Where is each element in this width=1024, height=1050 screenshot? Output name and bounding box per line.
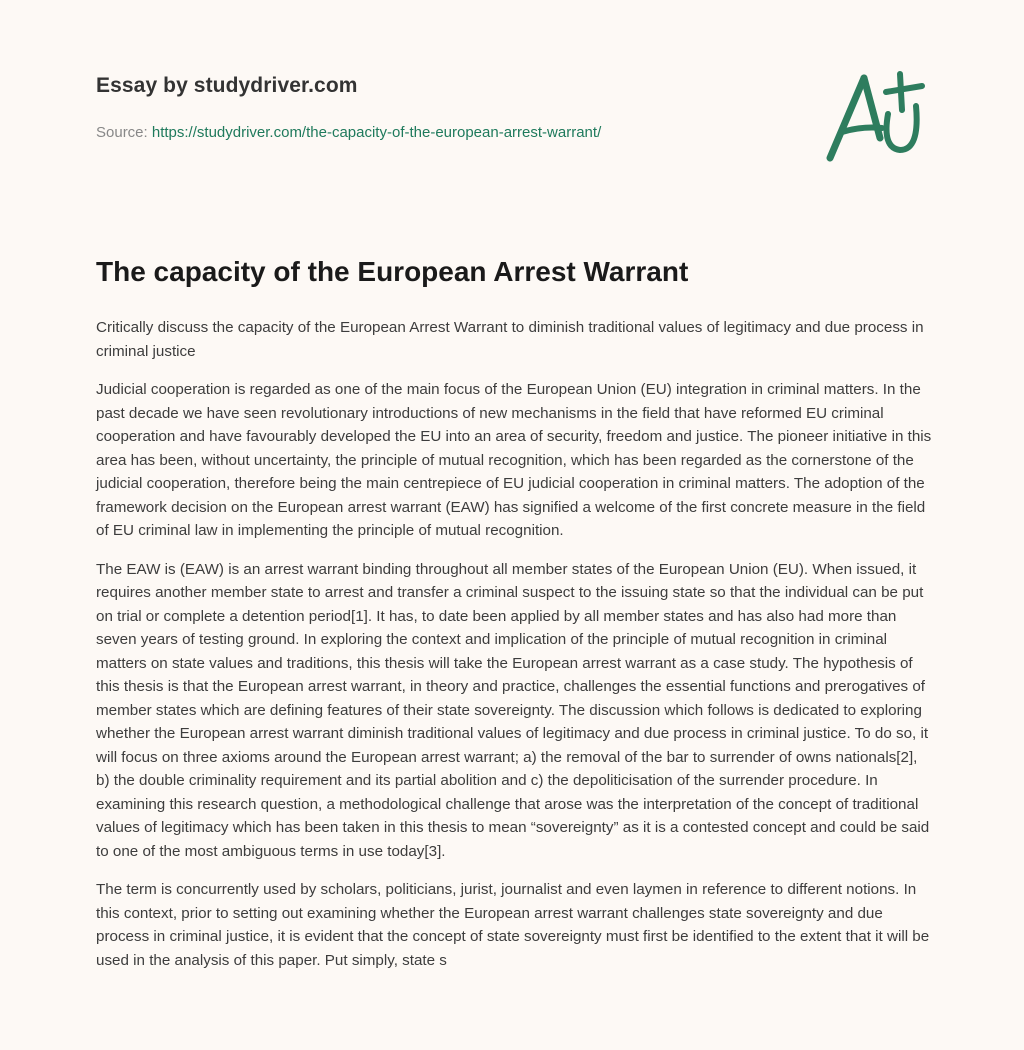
source-line bbox=[96, 124, 601, 141]
source-link[interactable]: https://studydriver.com/the-capacity-of-the-european-arrest-warrant/ bbox=[151, 124, 602, 141]
article-paragraph: Judicial cooperation is regarded as one of the main focus of the European Union (EU) integration in criminal matters. In the past decade we have seen revolutionary introductions of new mechanisms in the field that have reformed EU criminal cooperation and have favourably developed the EU into an area of security, freedom and justice. The pioneer initiative in this area has been, without uncertainty, the principle of mutual recognition, which has been regarded as the cornerstone of the judicial cooperation, therefore being the main centrepiece of EU judicial cooperation in criminal matters. The adoption of the framework decision on the European arrest warrant (EAW) has signified a welcome of the first concrete measure in the field of EU criminal law in implementing the principle of mutual recognition. bbox=[96, 381, 932, 539]
article-title: The capacity of the European Arrest Warrant bbox=[96, 256, 689, 287]
source-label: Source: bbox=[96, 124, 148, 141]
site-brand: Essay by studydriver.com bbox=[96, 74, 358, 97]
a-plus-logo-icon bbox=[822, 66, 932, 166]
article-paragraph: The term is concurrently used by scholars, politicians, jurist, journalist and even laymen in reference to different notions. In this context, prior to setting out examining whether the European arrest warrant challenges state sovereignty and due process in criminal justice, it is evident that the concept of state sovereignty must first be identified to the extent that it will be used in the analysis of this paper. Put simply, state s bbox=[96, 881, 930, 969]
article-paragraph: The EAW is (EAW) is an arrest warrant binding throughout all member states of the European Union (EU). When issued, it requires another member state to arrest and transfer a criminal suspect to the issuing state so that the individual can be put on trial or complete a detention period[1]. It has, to date been applied by all member states and has also had more than seven years of testing ground. In exploring the context and implication of the principle of mutual recognition in criminal matters on state values and traditions, this thesis will take the European arrest warrant as a case study. The hypothesis of this thesis is that the European arrest warrant, in theory and practice, challenges the essential functions and prerogatives of member states which are defining features of their state sovereignty. The discussion which follows is dedicated to exploring whether the European arrest warrant diminish traditional values of legitimacy and due process in criminal justice. To do so, it will focus on three axioms around the European arrest warrant; a) the removal of the bar to surrender of owns nationals[2], b) the double criminality requirement and its partial abolition and c) the depoliticisation of the surrender procedure. In examining this research question, a methodological challenge that arose was the interpretation of the concept of traditional values of legitimacy which has been taken in this thesis to mean “sovereignty” as it is a contested concept and could be said to one of the most ambiguous terms in use today[3]. bbox=[96, 560, 930, 860]
article-subtitle-paragraph: Critically discuss the capacity of the European Arrest Warrant to diminish traditional values of legitimacy and due process in criminal justice bbox=[96, 319, 924, 360]
page-header bbox=[96, 74, 936, 141]
article-body bbox=[96, 316, 932, 987]
